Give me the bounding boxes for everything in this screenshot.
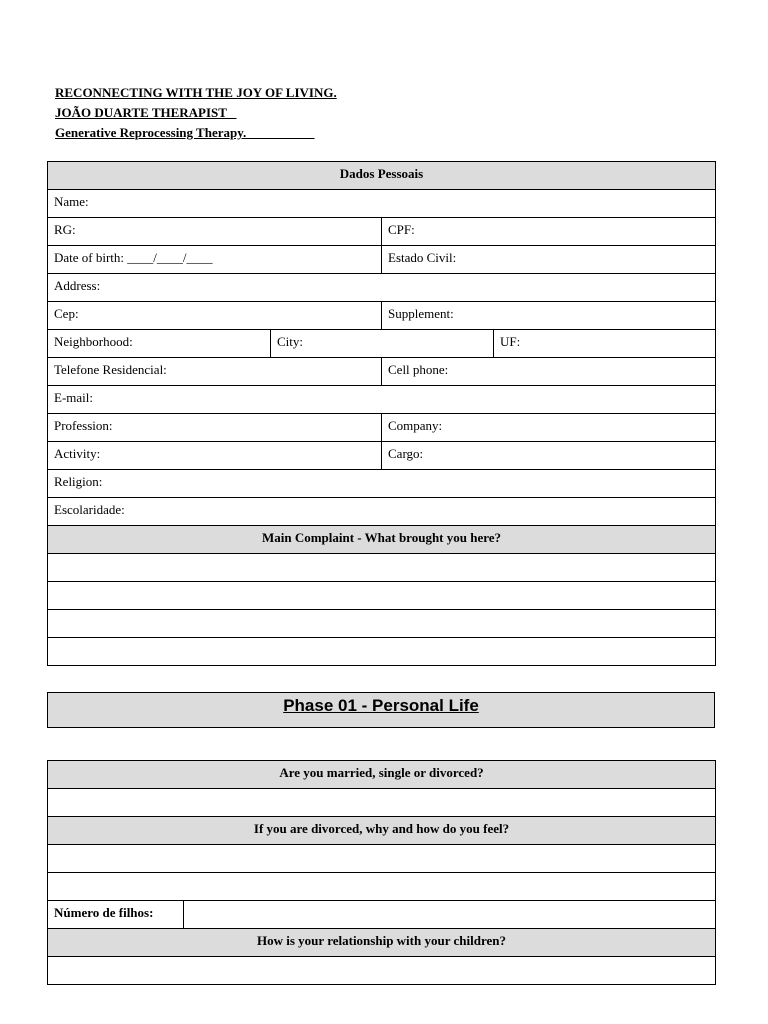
date-of-birth-field[interactable]: Date of birth: ____/____/____ <box>48 246 382 274</box>
cpf-field[interactable]: CPF: <box>382 218 716 246</box>
religion-field[interactable]: Religion: <box>48 470 716 498</box>
address-field[interactable]: Address: <box>48 274 716 302</box>
profession-field[interactable]: Profession: <box>48 414 382 442</box>
email-field[interactable]: E-mail: <box>48 386 716 414</box>
activity-field[interactable]: Activity: <box>48 442 382 470</box>
cell-phone-field[interactable]: Cell phone: <box>382 358 716 386</box>
children-count-label: Número de filhos: <box>48 901 184 929</box>
company-field[interactable]: Company: <box>382 414 716 442</box>
phase-01-banner <box>47 692 715 728</box>
cargo-field[interactable]: Cargo: <box>382 442 716 470</box>
name-field[interactable]: Name: <box>48 190 716 218</box>
header-line-3: Generative Reprocessing Therapy. <box>55 125 315 140</box>
cep-field[interactable]: Cep: <box>48 302 382 330</box>
uf-field[interactable]: UF: <box>494 330 716 358</box>
main-complaint-header: Main Complaint - What brought you here? <box>48 526 716 554</box>
complaint-line-1[interactable] <box>48 554 716 582</box>
personal-life-table <box>47 760 716 985</box>
complaint-line-4[interactable] <box>48 638 716 666</box>
complaint-line-2[interactable] <box>48 582 716 610</box>
marital-status-answer[interactable] <box>48 789 716 817</box>
escolaridade-field[interactable]: Escolaridade: <box>48 498 716 526</box>
supplement-field[interactable]: Supplement: <box>382 302 716 330</box>
home-phone-field[interactable]: Telefone Residencial: <box>48 358 382 386</box>
children-relationship-question: How is your relationship with your children? <box>48 929 716 957</box>
marital-status-question: Are you married, single or divorced? <box>48 761 716 789</box>
header-line-1: RECONNECTING WITH THE JOY OF LIVING. <box>55 85 337 100</box>
divorce-answer-line-2[interactable] <box>48 873 716 901</box>
phase-01-title: Phase 01 - Personal Life <box>283 696 479 715</box>
personal-data-header: Dados Pessoais <box>48 162 716 190</box>
personal-data-table <box>47 161 716 666</box>
neighborhood-field[interactable]: Neighborhood: <box>48 330 271 358</box>
children-count-field[interactable] <box>184 901 716 929</box>
children-relationship-answer[interactable] <box>48 957 716 985</box>
header-line-2: JOÃO DUARTE THERAPIST <box>55 105 237 120</box>
city-field[interactable]: City: <box>271 330 494 358</box>
divorce-answer-line-1[interactable] <box>48 845 716 873</box>
complaint-line-3[interactable] <box>48 610 716 638</box>
rg-field[interactable]: RG: <box>48 218 382 246</box>
divorce-question: If you are divorced, why and how do you feel? <box>48 817 716 845</box>
estado-civil-field[interactable]: Estado Civil: <box>382 246 716 274</box>
